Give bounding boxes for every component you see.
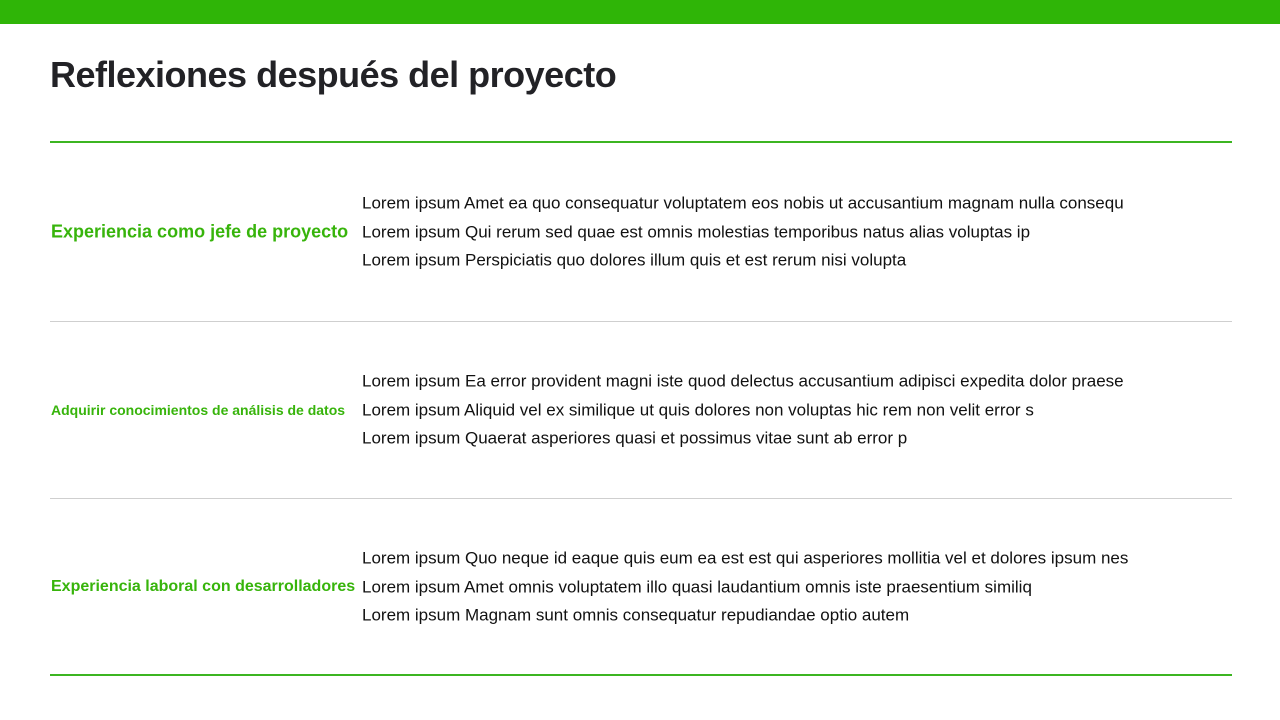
section-label: Experiencia como jefe de proyecto — [51, 221, 349, 242]
section-line: Lorem ipsum Quaerat asperiores quasi et possimus vitae sunt ab error p — [362, 428, 908, 448]
section-line: Lorem ipsum Aliquid vel ex similique ut quis dolores non voluptas hic rem non velit error s — [362, 399, 1034, 419]
section-line: Lorem ipsum Perspiciatis quo dolores illum quis et est rerum nisi volupta — [362, 250, 907, 270]
section-line: Lorem ipsum Quo neque id eaque quis eum ea est est qui asperiores mollitia vel et dolores ipsum nes — [362, 548, 1129, 568]
section-line: Lorem ipsum Amet ea quo consequatur voluptatem eos nobis ut accusantium magnam nulla consequ — [362, 193, 1124, 213]
section-line: Lorem ipsum Amet omnis voluptatem illo quasi laudantium omnis iste praesentium similiq — [362, 576, 1032, 596]
reflection-section-1 — [50, 144, 1232, 320]
section-line: Lorem ipsum Magnam sunt omnis consequatur repudiandae optio autem — [362, 605, 910, 625]
section-line: Lorem ipsum Ea error provident magni iste quod delectus accusantium adipisci expedita dolor praese — [362, 371, 1124, 391]
section-label: Experiencia laboral con desarrolladores — [51, 578, 356, 595]
reflection-section-2 — [50, 322, 1232, 498]
section-lines — [362, 189, 1124, 275]
bottom-divider — [50, 674, 1232, 676]
section-lines — [362, 367, 1124, 453]
top-divider — [50, 141, 1232, 143]
reflection-section-3 — [50, 499, 1232, 675]
section-lines — [362, 544, 1128, 630]
top-accent-bar — [0, 0, 1280, 24]
section-label: Adquirir conocimientos de análisis de datos — [51, 402, 346, 418]
page-title: Reflexiones después del proyecto — [50, 54, 617, 95]
section-line: Lorem ipsum Qui rerum sed quae est omnis molestias temporibus natus alias voluptas ip — [362, 221, 1031, 241]
